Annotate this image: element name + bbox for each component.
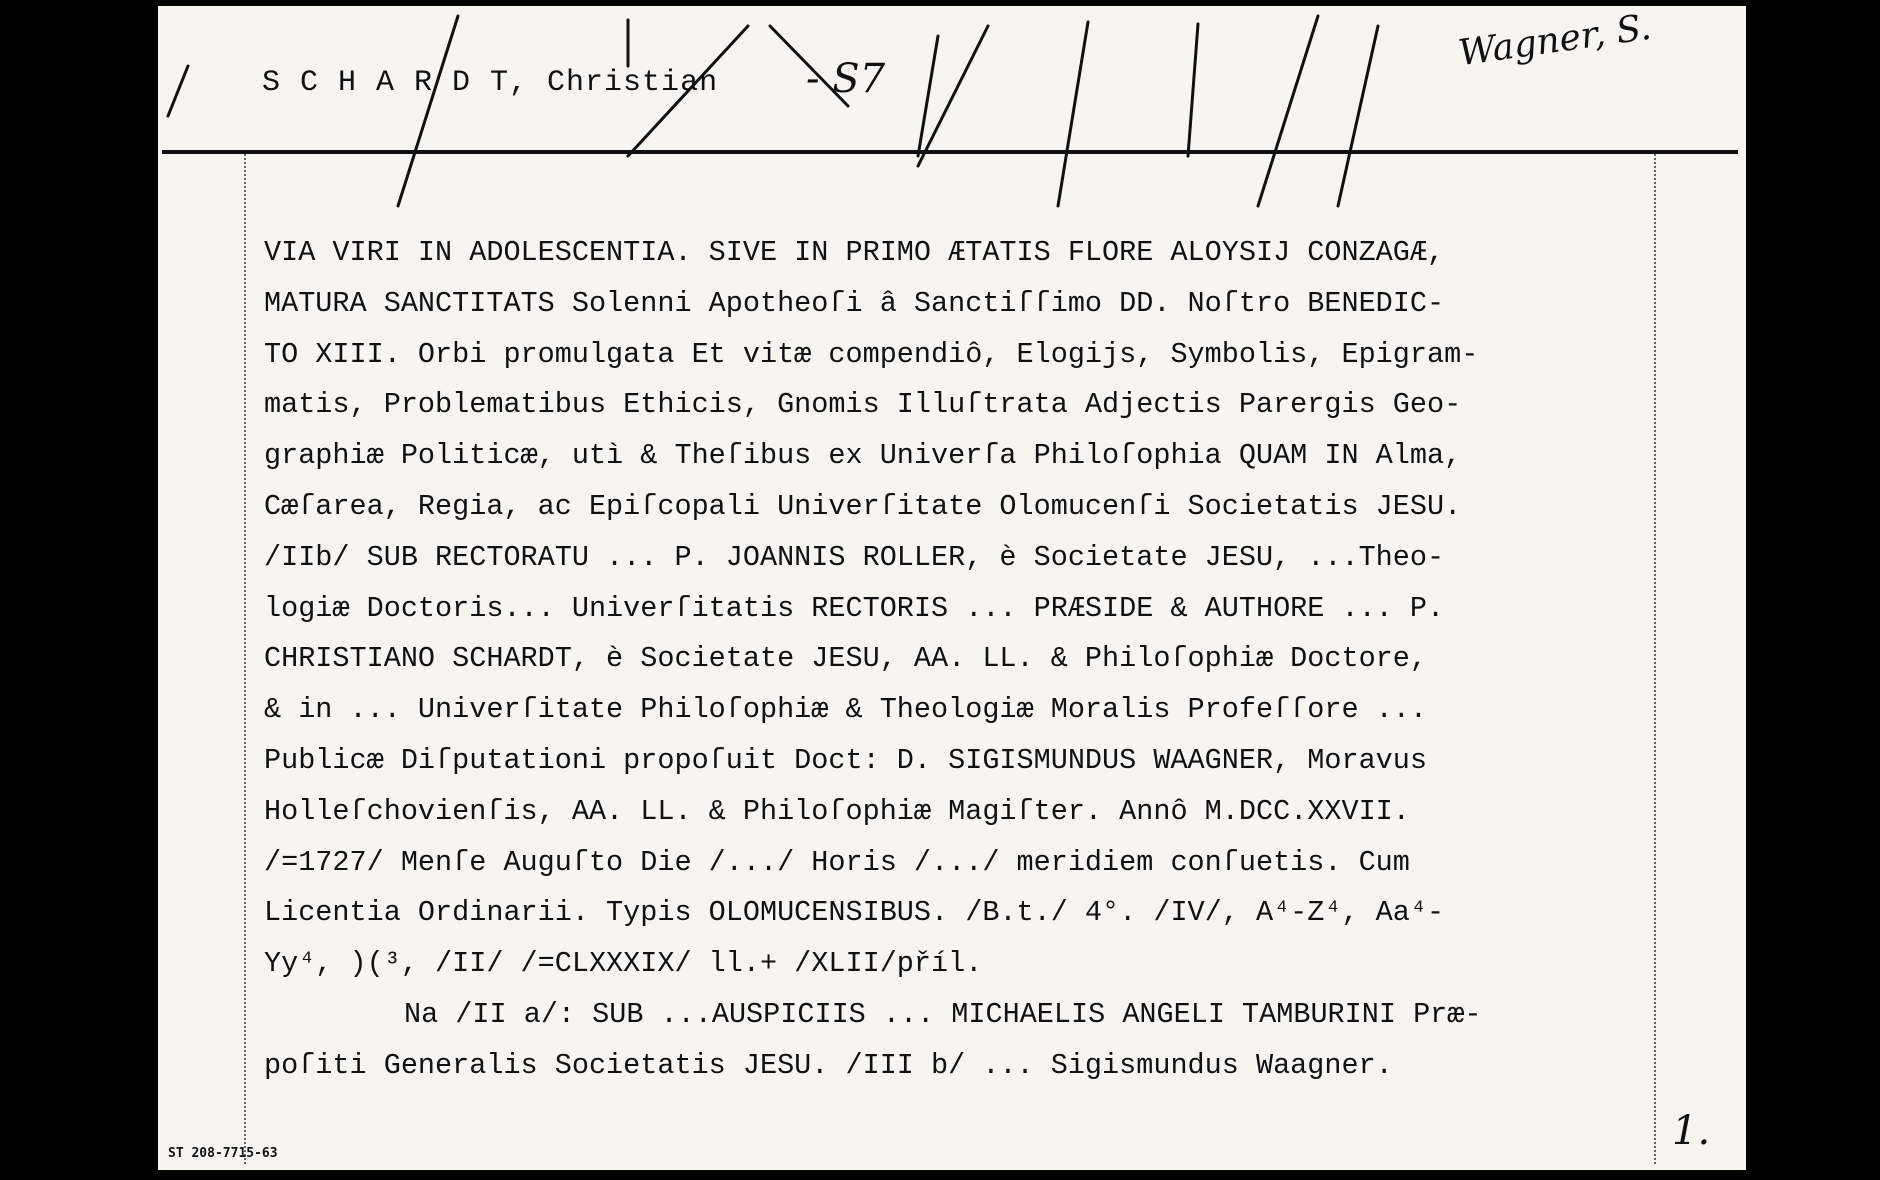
card-heading: S C H A R D T, Christian (262, 66, 719, 100)
body-line: poſiti Generalis Societatis JESU. /III b/ ... Sigismundus Waagner. (264, 1048, 1393, 1082)
card-footer-code: ST 208-7715-63 (168, 1146, 278, 1161)
handwritten-top-right-note: Wagner, S. (1456, 6, 1654, 75)
body-line: Na /II a/: SUB ...AUSPICIIS ... MICHAELIS ANGELI TAMBURINI Præ- (404, 997, 1482, 1031)
left-margin-rule (244, 154, 246, 1164)
heading-rule (162, 150, 1738, 154)
body-line: VIA VIRI IN ADOLESCENTIA. SIVE IN PRIMO ÆTATIS FLORE ALOYSIJ CONZAGÆ, (264, 236, 1445, 269)
body-line: logiæ Doctoris... Univerſitatis RECTORIS ... PRÆSIDE & AUTHORE ... P. (264, 591, 1445, 625)
card-body (264, 228, 1654, 1092)
body-line: Licentia Ordinarii. Typis OLOMUCENSIBUS. /B.t./ 4°. /IV/, A⁴-Z⁴, Aa⁴- (264, 896, 1445, 930)
body-line: TO XIII. Orbi promulgata Et vitæ compendiô, Elogijs, Symbolis, Epigram- (264, 337, 1479, 371)
body-line: Cæſarea, Regia, ac Epiſcopali Univerſitate Olomucenſi Societatis JESU. (264, 489, 1462, 523)
body-line: Publicæ Diſputationi propoſuit Doct: D. SIGISMUNDUS WAAGNER, Moravus (264, 743, 1427, 777)
body-line: MATURA SANCTITATS Solenni Apotheoſi â Sanctiſſimo DD. Noſtro BENEDIC- (264, 286, 1445, 320)
body-line: graphiæ Politicæ, utì & Theſibus ex Univerſa Philoſophia QUAM IN Alma, (264, 439, 1462, 473)
body-line: matis, Problematibus Ethicis, Gnomis Illuſtrata Adjectis Parergis Geo- (264, 388, 1462, 422)
body-line: & in ... Univerſitate Philoſophiæ & Theologiæ Moralis Profeſſore ... (264, 693, 1427, 727)
handwritten-heading-note: - S7 (806, 56, 886, 102)
body-line: CHRISTIANO SCHARDT, è Societate JESU, AA. LL. & Philoſophiæ Doctore, (264, 642, 1427, 676)
handwritten-corner-mark: 1. (1672, 1108, 1711, 1154)
body-line: /IIb/ SUB RECTORATU ... P. JOANNIS ROLLER, è Societate JESU, ...Theo- (264, 540, 1445, 574)
body-line: Yy⁴, )(³, /II/ /=CLXXXIX/ ll.+ /XLII/příl. (264, 947, 983, 981)
body-line: /=1727/ Menſe Auguſto Die /.../ Horis /.../ meridiem conſuetis. Cum (264, 845, 1410, 879)
catalog-card (158, 6, 1746, 1170)
right-margin-rule (1654, 154, 1656, 1164)
body-line: Holleſchovienſis, AA. LL. & Philoſophiæ Magiſter. Annô M.DCC.XXVII. (264, 794, 1410, 828)
